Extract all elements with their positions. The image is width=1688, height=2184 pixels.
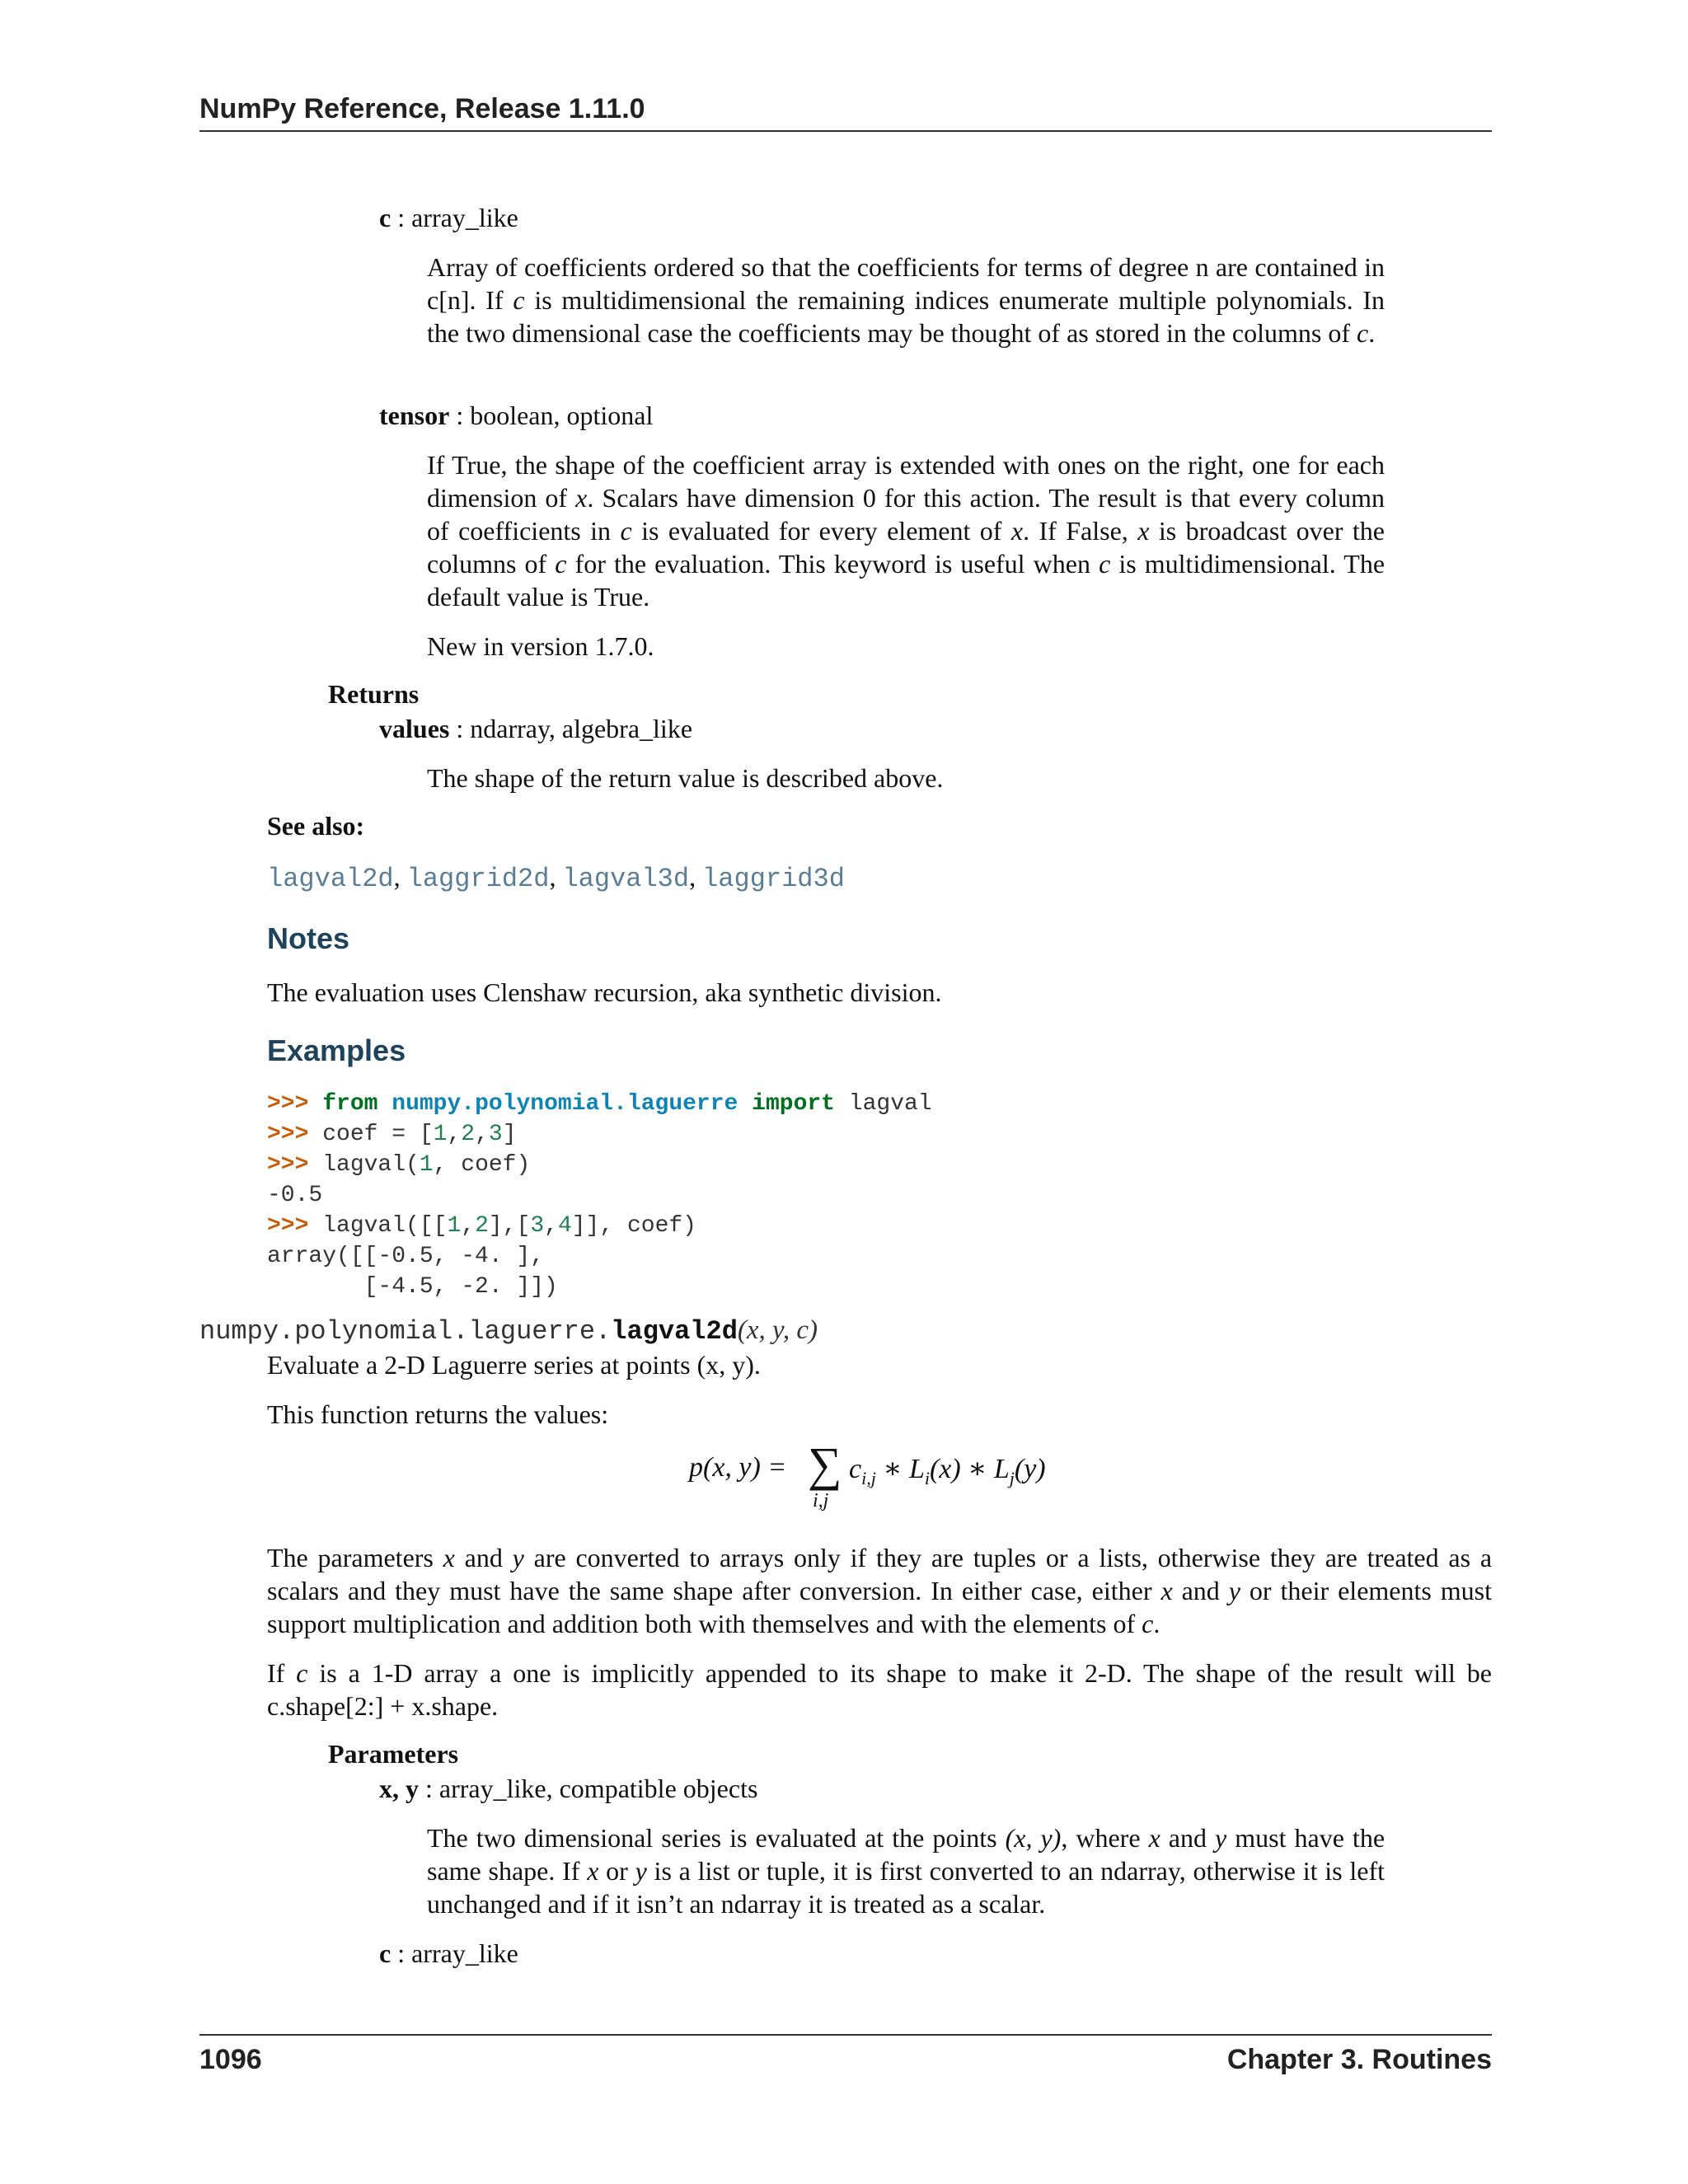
param-c-second: c : array_like (379, 1938, 518, 1968)
param-xy: x, y : array_like, compatible objects (379, 1774, 758, 1803)
link-lagval2d[interactable]: lagval2d (267, 864, 394, 894)
param-tensor-description: If True, the shape of the coefficient array is extended with ones on the right, one for each dimension of x. Scalars have dimension 0 for this action. The result is that every column of coefficients in c is evaluated for every element of x. If False, x is broadcast over the columns of c for the evaluation. This keyword is useful when c is multidimensional. The default value is True. (427, 450, 1386, 612)
param-c-description: Array of coefficients ordered so that the coefficients for terms of degree n are contained in c[n]. If c is multidimensional the remaining indices enumerate multiple polynomials. In the two dimensional case the coefficients may be thought of as stored in the columns of c. (427, 252, 1386, 348)
parameters-label: Parameters (328, 1739, 459, 1769)
page-number: 1096 (199, 2044, 262, 2075)
param-c: c : array_like (379, 203, 518, 232)
paragraph-shape: If c is a 1-D array a one is implicitly appended to its shape to make it 2-D. The shape of the result will be c.shape[2:] + x.shape. (267, 1658, 1493, 1721)
returns-label: Returns (328, 679, 420, 709)
see-also-label: See also: (267, 811, 365, 841)
running-header: NumPy Reference, Release 1.11.0 (199, 93, 645, 124)
param-tensor: tensor : boolean, optional (379, 401, 654, 430)
function-summary: Evaluate a 2-D Laguerre series at points (x, y). (267, 1350, 761, 1380)
link-laggrid2d[interactable]: laggrid2d (406, 864, 550, 894)
paragraph-parameters-conversion: The parameters x and y are converted to arrays only if they are tuples or a lists, otherwise they are treated as a scalars and they must have the same shape after conversion. In either case, either x and y or their elements must support multiplication and addition both with themselves and with the elements of c. (267, 1543, 1493, 1638)
sum-symbol: ∑ (808, 1437, 842, 1491)
chapter-label: Chapter 3. Routines (1226, 2044, 1492, 2075)
values-description: The shape of the return value is described above. (427, 763, 944, 793)
header-rule (199, 130, 1492, 132)
examples-heading: Examples (267, 1033, 406, 1067)
footer-rule (199, 2034, 1492, 2036)
formula: p(x, y) = (689, 1452, 787, 1483)
link-lagval3d[interactable]: lagval3d (562, 864, 690, 894)
see-also-links: lagval2d, laggrid2d, lagval3d, laggrid3d (267, 862, 845, 894)
link-laggrid3d[interactable]: laggrid3d (702, 864, 845, 894)
function-signature: numpy.polynomial.laguerre.lagval2d(x, y, c) (199, 1315, 818, 1347)
notes-heading: Notes (267, 921, 350, 955)
sum-subscript: i,j (813, 1490, 829, 1511)
param-values: values : ndarray, algebra_like (379, 714, 693, 743)
notes-text: The evaluation uses Clenshaw recursion, aka synthetic division. (267, 977, 942, 1007)
returns-intro: This function returns the values: (267, 1399, 609, 1429)
param-xy-description: The two dimensional series is evaluated at the points (x, y), where x and y must have the same shape. If x or y is a list or tuple, it is first converted to an ndarray, otherwise it is left unchanged and if it isn’t an ndarray it is treated as a scalar. (427, 1823, 1386, 1919)
code-example: >>> from numpy.polynomial.laguerre import lagval >>> coef = [1,2,3] >>> lagval(1, coef) -0.5 >>> lagval([[1,2],[3,4]], coef) array([[-0.5, -4. ], [-4.5, -2. ]]) (267, 1091, 932, 1300)
formula-rhs: $c_{i,j}$ ∗ $L_i(x)$ ∗ $L_j(y)$ (849, 1454, 1046, 1488)
version-note: New in version 1.7.0. (427, 631, 654, 661)
